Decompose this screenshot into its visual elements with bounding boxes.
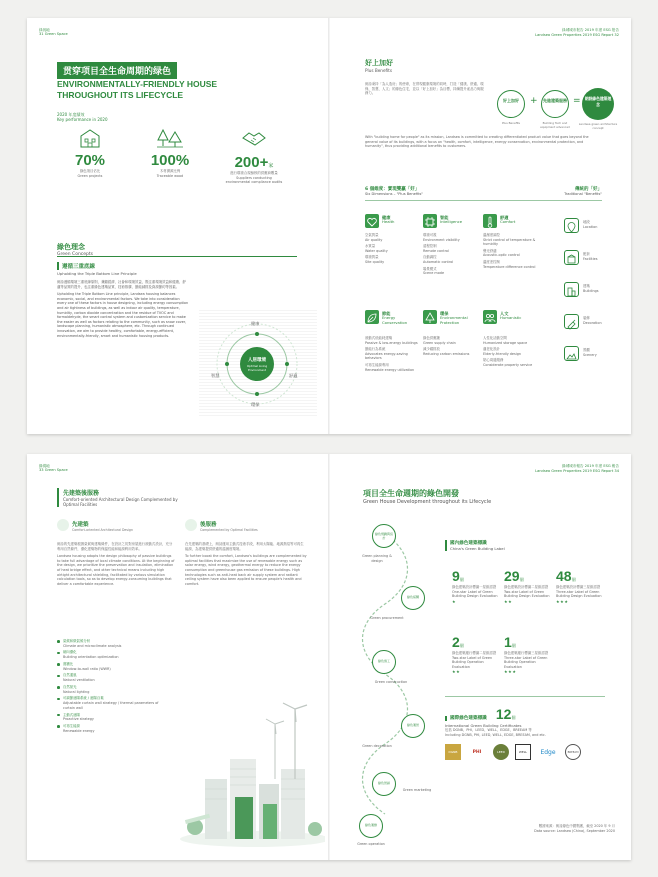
- heart-icon: [365, 214, 379, 228]
- tbl-paragraph-cn: 朗詩遵循環境三重底線原則，兼顧經濟、社會和環境效益，既注重環境效益和健康、舒適等品質的提升，也注重綠色建築品質、技術推廣、節能減排及資源節約等因素。: [57, 280, 186, 289]
- cert-unit: 個: [459, 577, 464, 582]
- facilities-icon: [564, 250, 579, 265]
- advanced-en: Comfort-oriented Architectural Design: [72, 528, 133, 532]
- dim-item: Reducing carbon emissions: [423, 351, 470, 356]
- dim-item: Strict control of temperature & humidity: [483, 237, 536, 247]
- dim-item: 被動式低能耗建築: [365, 336, 393, 340]
- traditional-en: Location: [583, 224, 598, 229]
- traditional-heading: [544, 186, 602, 196]
- stage-label-en: Green construction: [374, 680, 408, 684]
- dim-item: Acoustic-optic control: [483, 253, 520, 258]
- header-section-cn: 绿视地: [39, 28, 50, 32]
- dim-intelligence-title: [440, 215, 462, 225]
- dim-intelligence-items: [423, 233, 479, 276]
- dim-comfort-title: [500, 215, 515, 225]
- spine: [328, 18, 330, 434]
- dim-item: Environment visibility: [423, 237, 460, 242]
- handshake-icon: [241, 128, 267, 148]
- dim-item: 場景模式: [423, 266, 437, 271]
- page-title: 贯穿项目全生命周期的绿色: [57, 62, 177, 79]
- page-number-right: 34: [614, 469, 619, 473]
- cert-logo-row: [445, 744, 581, 760]
- circle-label-left: 智慧: [211, 373, 220, 378]
- circle-center-label-en: Optimal Living Environment: [246, 364, 268, 372]
- header-report-title-en: Landsea Green Properties 2019 ESG Report: [535, 33, 614, 37]
- dim-item: Air quality: [365, 237, 383, 242]
- cert-card: [452, 566, 498, 604]
- intl-list-cn: 包括 DGNB、PHI、LEED、WELL、EDGE、BREEAM 等: [445, 728, 532, 732]
- traditional-en: Buildings: [583, 288, 599, 293]
- intl-list: [445, 728, 605, 737]
- feature-en: Building orientation optimization: [63, 655, 119, 660]
- dim-title-cn: 人文: [500, 311, 509, 316]
- tbl-paragraph-en: Upholding the Triple Bottom Line principle, Landsea housing balances economic, social, and environmental factors. We take into consideration every one of these factors in house designing, including energy consumption and air tightness of buildings, as well as indoor air quality, temperature, humidity, carbon dioxide concentration and the residue of TVOC and formaldehyde, the smart control system and customization service to make the easier as well as factors relating to the community, such as snow cover, landscape planning, humanistic atmosphere, etc. Through continued innovation, we aim to provide healthy, comfortable, energy-efficient, environmentally-friendly, smart and humanistic housing products.: [57, 292, 189, 338]
- thermometer-icon: [483, 214, 497, 228]
- dim-health-title: [382, 215, 394, 225]
- formula-circle-b: [541, 90, 569, 118]
- kpi-heading-en: Key performance in 2020: [57, 117, 108, 123]
- dim-item: Humanized storage space: [483, 340, 528, 345]
- circle-label-top: 健康: [251, 321, 260, 326]
- dim-item: 人性化活動空間: [483, 336, 507, 340]
- traditional-cn: 傳統的「好」: [575, 187, 602, 192]
- right-header: [535, 464, 619, 473]
- stat-green-projects: [65, 128, 115, 178]
- stage-label-en: Green procurement: [370, 616, 404, 620]
- traditional-en: Traditional "Benefits": [564, 192, 602, 196]
- stage-label: 綠色運維: [364, 823, 377, 827]
- circle-label-right: 舒適: [289, 373, 298, 378]
- leaf-icon: [365, 310, 379, 324]
- section-heading-cn: 先建築後服務: [63, 490, 100, 497]
- well-logo: WELL: [515, 744, 531, 760]
- dim-item: Passive & low-energy buildings: [365, 340, 418, 345]
- dim-health-items: [365, 233, 421, 265]
- header-report-title: 绿城城市报告 2019 年度 ESG 报告: [562, 28, 619, 32]
- six-dims-cn: 6 個維度：實現雙贏「好」: [365, 187, 420, 192]
- tbl-heading: [57, 262, 137, 276]
- cert-count: 29: [504, 568, 520, 584]
- intl-heading: [445, 704, 521, 728]
- dim-title-cn: 健康: [382, 215, 391, 220]
- stage-label-en: Green operation: [357, 842, 385, 846]
- stat-label-en: Green projects: [77, 173, 103, 178]
- green-concepts-heading: [57, 242, 93, 257]
- green-concepts-en: Green Concepts: [57, 252, 94, 257]
- later-cn: 後服務: [200, 522, 217, 528]
- stat-label-cn: 綠色項目佔比: [79, 169, 101, 173]
- dim-item: 自動調控: [423, 255, 437, 260]
- cert-label-en: One-star Label of Green Building Design Evaluation: [452, 589, 498, 599]
- cert-label-en: Three-star Label of Green Building Design Evaluation: [556, 589, 602, 599]
- dim-item: 綠色供應鏈: [423, 336, 440, 340]
- dim-item: Renewable energy utilization: [365, 367, 415, 372]
- traditional-facilities: [583, 252, 598, 261]
- stage-label: 綠色施工: [377, 659, 390, 663]
- intl-en: International Green Building Certificates: [445, 723, 522, 728]
- dim-item: 聲光舒適: [483, 248, 497, 253]
- cert-stars: ★★★: [504, 669, 517, 675]
- header-report-title-en: Landsea Green Properties 2019 ESG Report: [535, 469, 614, 473]
- dim-comfort-items: [483, 233, 543, 269]
- cert-stars: ★★: [452, 669, 461, 675]
- later-paragraph-en: To further boost the comfort, Landsea's buildings are complemented by optimal facilities that maximize the use of renewable energy such as solar energy, wind energy, geothermal energy to reduce the energy consumption and greenhouse gas emission of these buildings. High technologies such as anti-heat back air supply system and radiant ceiling system have also been applied to ensure people's health and comfort.: [185, 554, 307, 586]
- divider: [57, 256, 297, 257]
- dim-title-cn: 智能: [440, 215, 449, 220]
- advanced-bullet-icon: [57, 519, 69, 531]
- breeam-logo: BREEAM: [565, 744, 581, 760]
- dim-humanistic-title: [500, 311, 521, 321]
- domestic-en: China's Green Building Label: [450, 546, 505, 551]
- dim-energy-title: [382, 311, 420, 325]
- cert-stars: ★★: [504, 598, 513, 604]
- edge-logo: Edge: [540, 748, 556, 756]
- dim-item: Considerate property service: [483, 362, 533, 367]
- cert-card: [504, 632, 552, 674]
- stage-label: 綠色採購: [406, 595, 419, 599]
- tbl-heading-cn: 遵循三重底線: [57, 262, 137, 270]
- section-heading-en: Comfort-oriented Architectural Design Complemented by Optimal Facilities: [63, 497, 178, 507]
- dim-item: 環境可視: [423, 233, 437, 237]
- traditional-decoration: [583, 316, 602, 325]
- traditional-buildings: [583, 284, 599, 293]
- building-icon: [79, 128, 101, 148]
- advanced-cn: 先建築: [72, 522, 89, 528]
- cert-card: [504, 566, 550, 604]
- dim-title-en: Comfort: [500, 219, 516, 225]
- dim-item: 空氣質量: [365, 233, 379, 237]
- stage-label: 綠色營銷: [377, 781, 390, 785]
- divider: [365, 200, 602, 201]
- dim-item: Site quality: [365, 259, 385, 264]
- plus-benefits-heading: [365, 58, 393, 73]
- later-paragraph: [185, 542, 307, 586]
- formula-c-label: 朗詩綠色建築理念: [584, 96, 612, 107]
- dim-title-en: Health: [382, 219, 395, 225]
- plus-paragraph-en: With "building home for people" as its mission, Landsea is committed to creating differentiated product value that goes beyond the general value of its buildings, with a focus on "health, comfort, intelligence, energy conservation, environmental protection, and humanity", thus providing additional benefits to customers.: [365, 135, 589, 149]
- dim-title-en: Energy Conservation: [382, 315, 408, 325]
- dim-item: 環境質量: [365, 255, 379, 260]
- traditional-cn: 配套: [583, 252, 590, 256]
- dim-item: Green supply chain: [423, 340, 456, 345]
- dim-item: Remote control: [423, 248, 449, 253]
- design-features-list: [57, 639, 169, 735]
- cert-label-cn: 綠色建築運行標識二星級認證: [452, 651, 497, 655]
- traditional-scenery: [583, 348, 597, 357]
- kpi-heading: [57, 112, 108, 122]
- feature-item: [57, 685, 169, 694]
- dim-title-cn: 舒適: [500, 215, 509, 220]
- people-icon: [483, 310, 497, 324]
- dim-environment-items: [423, 336, 479, 356]
- cert-count: 48: [556, 568, 572, 584]
- feature-en: Climate and microclimate analysis: [63, 643, 122, 648]
- feature-en: Proactive strategy: [63, 717, 94, 722]
- page-title-en-line2: THROUGHOUT ITS LIFECYCLE: [57, 89, 184, 100]
- advanced-paragraph-en: Landsea housing adopts the design philosophy of passive buildings to take full advantage of local climate conditions. At the beginning of the design, we prioritize the preservation and insulation, elimination of heat bridge effect, and other technical means including high airtight architectural shielding, facilitated by various simulation calculation tools, so as to develop energy-consuming buildings that deliver a comfortable experience.: [57, 554, 175, 586]
- tbl-paragraph: [57, 280, 189, 338]
- dim-item: 節能行為系統: [365, 347, 386, 352]
- dim-title-en: Environmental Protection: [440, 315, 468, 325]
- header-report-title: 綠城城市報告 2019 年度 ESG 報告: [562, 464, 619, 468]
- dim-environment-title: [440, 311, 480, 325]
- dim-item: Scene mode: [423, 271, 445, 276]
- report-spread-1: [27, 18, 631, 434]
- recycle-icon: [423, 310, 437, 324]
- cert-label-cn: 綠色建築設計標識三星級認證: [556, 585, 601, 589]
- dim-item: 可再生能源利用: [365, 362, 389, 367]
- cert-unit: 個: [571, 577, 576, 582]
- formula-plus: +: [530, 96, 538, 106]
- advanced-heading: [72, 520, 133, 532]
- stat-suppliers-audits: [225, 128, 283, 185]
- spine: [328, 454, 330, 860]
- feature-en: Natural ventilation: [63, 678, 95, 683]
- dim-item: 溫濕度調控: [483, 233, 500, 237]
- dim-item: 減少碳排放: [423, 347, 440, 352]
- buildings-icon: [564, 282, 579, 297]
- feature-cn: 朝向優化: [63, 650, 77, 655]
- six-dims-en: Six Dimensions – "Plus Benefits": [365, 192, 424, 196]
- cert-count: 2: [452, 634, 460, 650]
- green-concepts-cn: 綠色理念: [57, 243, 85, 251]
- domestic-heading: [445, 540, 505, 551]
- formula-a-label: 好上加好: [503, 98, 519, 103]
- stage-label-en: Green planning & design: [362, 554, 392, 563]
- intl-list-en: Including DGNB, PHI, LEED, WELL, EDGE, BREEAM, and etc.: [445, 732, 546, 737]
- lifecycle-heading-en: Green House Development throughout its Lifecycle: [363, 499, 492, 505]
- cert-label-en: Two-star Label of Green Building Design Evaluation: [504, 589, 550, 599]
- cert-label-en: Three-star Label of Green Building Operation Evaluation: [504, 655, 548, 669]
- cert-stars: ★★★: [556, 598, 569, 604]
- feature-item: [57, 650, 169, 659]
- dim-item: Automatic control: [423, 259, 454, 264]
- intl-cn: 國際綠色建築標識: [445, 716, 487, 721]
- stage-label-en: Green marketing: [402, 788, 432, 792]
- kpi-heading-cn: 2020 年度績效: [57, 112, 85, 117]
- circle-label-bottom: 環保: [251, 402, 260, 407]
- header-section-cn: 綠視地: [39, 464, 50, 468]
- plus-paragraph-cn: 朗詩秉持「為人造房」的使命，在實現健康環境的同時，打造「健康、舒適、環保、智慧、人文」的綠色住宅，並以「好上加好」為目標，持續提升產品力與服務力。: [365, 82, 484, 96]
- plus-benefits-cn: 好上加好: [365, 59, 393, 67]
- formula-equals: =: [573, 96, 581, 106]
- trees-icon: [157, 128, 183, 148]
- page-number-left: 31: [39, 32, 44, 37]
- feature-cn: 可調節遮陽系統 / 遮陽百葉: [63, 696, 104, 701]
- dim-item: 水質量: [365, 244, 376, 249]
- feature-en: Renewable energy: [63, 728, 95, 733]
- dim-item: 遠程控制: [423, 244, 437, 249]
- feature-cn: 自然採光: [63, 684, 77, 689]
- six-dims-heading: [365, 186, 423, 196]
- scenery-icon: [564, 346, 579, 361]
- stat-value: 70%: [74, 152, 106, 169]
- traditional-en: Facilities: [583, 256, 598, 261]
- traditional-cn: 景觀: [583, 348, 590, 352]
- stat-label-cn: 進行環境合規檢核的供應商數量: [230, 171, 278, 175]
- lifecycle-heading: [363, 488, 491, 505]
- left-header: [39, 464, 68, 473]
- cert-card: [452, 632, 500, 674]
- formula-c-en: Landsea green architecture concept: [578, 122, 618, 130]
- data-source-cn: 數據來源：朗詩綠色中國集團，截至 2020 年 9 月: [538, 824, 615, 828]
- data-source-en: Data source: Landsea (China), September 2020: [534, 828, 615, 833]
- stat-traceable-wood: [145, 128, 195, 178]
- cert-count: 1: [504, 634, 512, 650]
- traditional-cn: 裝修: [583, 316, 590, 320]
- cert-unit: 個: [511, 643, 516, 648]
- intl-count: 12: [495, 706, 512, 722]
- feature-cn: 可再生能源: [63, 723, 80, 728]
- cert-label-cn: 綠色建築設計標識一星級認證: [452, 585, 497, 589]
- section-heading: [57, 488, 193, 507]
- cert-count: 9: [452, 568, 460, 584]
- header-section-en: Green Space: [44, 32, 68, 37]
- dim-item: 溫度差控制: [483, 259, 500, 264]
- later-en: Complemented by Optimal Facilities: [200, 528, 258, 532]
- stage-label: 綠色運營: [406, 723, 419, 727]
- dim-item: 貼心周邊服務: [483, 358, 504, 363]
- plus-benefits-en: Plus Benefits: [365, 68, 392, 73]
- cert-label-en: Two-star Label of Green Building Operation Evaluation: [452, 655, 493, 669]
- stat-value: 100%: [150, 152, 190, 169]
- dgnb-logo: DGNB: [445, 744, 461, 760]
- feature-en: Window-to-wall ratio (WWR): [63, 666, 111, 671]
- intl-unit: 個: [511, 715, 516, 720]
- divider: [445, 696, 605, 697]
- location-icon: [564, 218, 579, 233]
- later-paragraph-cn: 在先建築的基礎上，朗詩運用主動式技術手段，利用太陽能、地源熱泵等可再生能源，為建築提供舒適的溫濕度環境。: [185, 542, 304, 551]
- tbl-heading-en: Upholding the Triple Bottom Line Principle: [57, 271, 137, 276]
- page-title-en-line1: ENVIRONMENTALLY-FRIENDLY HOUSE: [57, 79, 218, 89]
- phi-logo: PHI: [472, 749, 482, 755]
- brush-icon: [564, 314, 579, 329]
- feature-item: [57, 724, 169, 733]
- dim-title-en: Intelligence: [440, 219, 463, 225]
- stage-label-en: Green decoration: [362, 744, 392, 748]
- formula-b-label: 先進建築服務: [543, 98, 567, 103]
- cert-stars: ★: [452, 598, 457, 604]
- leed-logo: LEED: [493, 744, 509, 760]
- dim-title-en: Humanistic: [500, 315, 522, 321]
- traditional-en: Scenery: [583, 352, 597, 357]
- feature-cn: 氣候和微氣候分析: [63, 639, 91, 643]
- page-title-en: [57, 79, 217, 100]
- dim-item: Elderly-friendly design: [483, 351, 522, 356]
- dim-item: Temperature difference control: [483, 264, 536, 269]
- stage-label: 綠色規劃與設計: [374, 532, 393, 541]
- dim-title-cn: 環保: [440, 311, 449, 316]
- formula-a-en: Plus Benefits: [501, 121, 521, 125]
- circle-center-label: 人居環境: [248, 358, 266, 363]
- cert-label-cn: 綠色建築設計標識二星級認證: [504, 585, 549, 589]
- lifecycle-heading-cn: 項目全生命週期的綠色開發: [363, 489, 459, 498]
- later-heading: [200, 520, 258, 532]
- chip-icon: [423, 214, 437, 228]
- cert-label-cn: 綠色建築運行標識三星級認證: [504, 651, 549, 655]
- feature-item: [57, 696, 169, 710]
- cert-unit: 個: [459, 643, 464, 648]
- feature-item: [57, 662, 169, 671]
- right-header: [535, 28, 619, 37]
- stat-label-cn: 木材溯源比例: [159, 169, 181, 173]
- feature-cn: 窗牆比: [63, 661, 74, 666]
- traditional-location: [583, 220, 597, 229]
- feature-cn: 自然通風: [63, 673, 77, 678]
- dim-item: 適老化設計: [483, 347, 500, 352]
- stat-label-en: Traceable wood: [156, 173, 184, 178]
- stat-label-en: Suppliers conducting environmental compliance audits: [225, 175, 283, 185]
- green-city-illustration: [175, 689, 325, 849]
- page-number-right: 32: [614, 33, 619, 37]
- feature-cn: 主動式遮陽: [63, 712, 80, 717]
- feature-en: Adjustable curtain wall strategy / thermal parameters of curtain wall: [63, 701, 159, 710]
- dim-humanistic-items: [483, 336, 547, 368]
- dim-energy-items: [365, 336, 421, 372]
- left-header: [39, 28, 68, 37]
- cert-unit: 個: [519, 577, 524, 582]
- cert-card: [556, 566, 602, 604]
- dim-item: Water quality: [365, 248, 388, 253]
- advanced-paragraph: [57, 542, 175, 586]
- page-number-left: 33: [39, 468, 44, 473]
- stat-unit: 家: [268, 163, 274, 169]
- dim-title-cn: 節能: [382, 311, 391, 316]
- advanced-paragraph-cn: 朗詩的先建築根據氣候與建築條件，在設計之初對房屋進行被動式設計，充分利用自然條件，優化建築物的保溫性能和能源利用效率。: [57, 542, 173, 551]
- traditional-en: Decoration: [583, 320, 602, 325]
- stat-value: 200+: [234, 154, 269, 171]
- dim-item: Advocates energy-saving behaviors: [365, 351, 408, 361]
- traditional-cn: 地段: [583, 220, 590, 224]
- formula-circle-a: [497, 90, 525, 118]
- traditional-cn: 建築: [583, 284, 590, 288]
- data-source: [505, 824, 615, 833]
- report-spread-2: [27, 454, 631, 860]
- feature-item: [57, 713, 169, 722]
- feature-item: [57, 639, 169, 648]
- later-bullet-icon: [185, 519, 197, 531]
- feature-en: Natural lighting: [63, 689, 90, 694]
- header-section-en: Green Space: [44, 468, 68, 473]
- domestic-cn: 國內綠色建築標識: [450, 541, 487, 546]
- formula-b-en: Building Tech and equipment advanced: [540, 121, 570, 129]
- feature-item: [57, 673, 169, 682]
